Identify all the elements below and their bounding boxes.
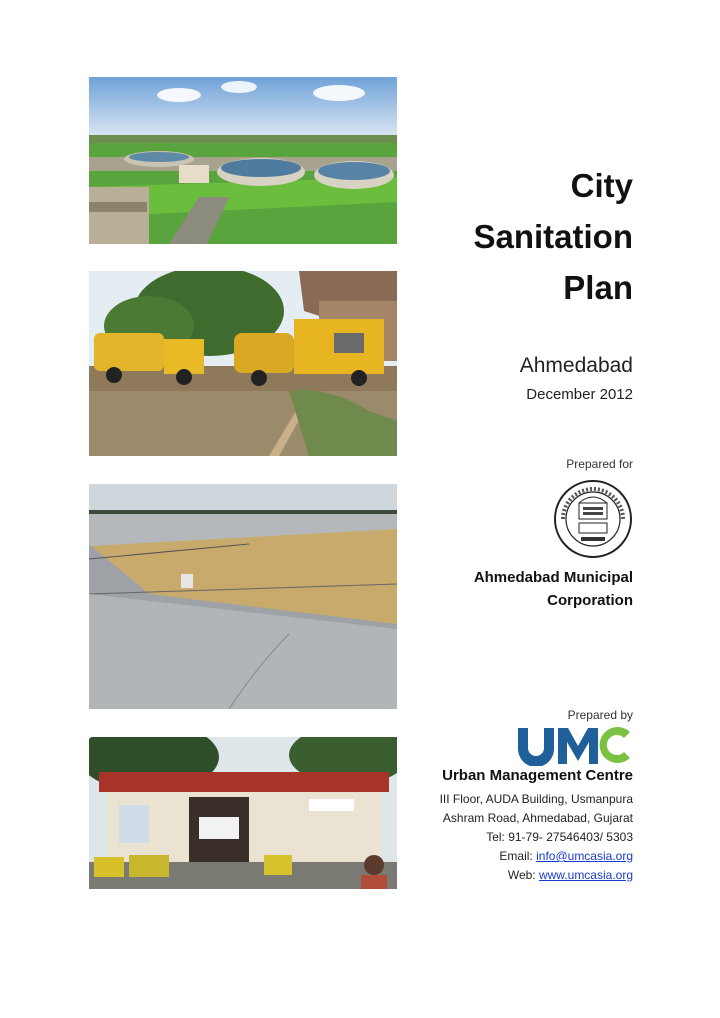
photo-municipal-building <box>89 737 397 889</box>
photo-sanitation-trucks <box>89 271 397 456</box>
title-line-3: Plan <box>563 269 633 306</box>
title-line-2: Sanitation <box>473 218 633 255</box>
address-line-1: III Floor, AUDA Building, Usmanpura <box>439 792 633 806</box>
consultant-name: Urban Management Centre <box>442 767 633 784</box>
website-link[interactable]: www.umcasia.org <box>538 868 633 882</box>
publication-date: December 2012 <box>526 386 633 403</box>
prepared-by-label: Prepared by <box>567 708 633 722</box>
address-line-2: Ashram Road, Ahmedabad, Gujarat <box>442 811 633 825</box>
email-label: Email: <box>499 849 537 863</box>
client-org-line-1: Ahmedabad Municipal <box>473 569 633 586</box>
photo-treatment-plant <box>89 77 397 244</box>
prepared-for-label: Prepared for <box>566 457 633 471</box>
web-label: Web: <box>507 868 539 882</box>
amc-seal-logo <box>553 479 633 559</box>
city-name: Ahmedabad <box>519 354 633 377</box>
email-line <box>440 847 633 866</box>
web-line <box>440 866 633 885</box>
umc-logo <box>516 724 632 766</box>
email-link[interactable]: info@umcasia.org <box>536 849 633 863</box>
client-org-line-2: Corporation <box>547 592 633 609</box>
document-title <box>473 160 633 313</box>
telephone: Tel: 91-79- 27546403/ 5303 <box>486 830 633 844</box>
contact-block <box>440 790 633 885</box>
client-organization <box>474 566 633 612</box>
photo-landfill-liner <box>89 484 397 709</box>
title-line-1: City <box>570 167 633 204</box>
